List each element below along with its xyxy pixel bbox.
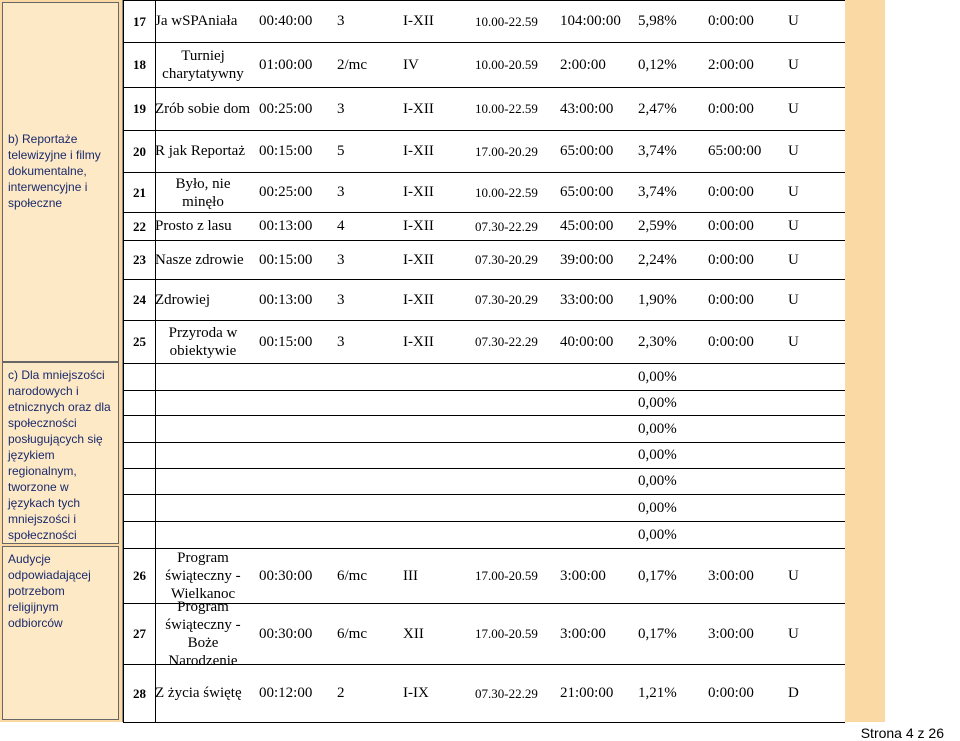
cell-months: I-XII bbox=[403, 100, 434, 117]
cell-dur: 00:15:00 bbox=[259, 143, 313, 159]
cell-hours: 17.00-20.29 bbox=[475, 143, 538, 159]
cell-type: U bbox=[788, 56, 799, 73]
cell-prem: 65:00:00 bbox=[708, 143, 762, 159]
cell-freq: 6/mc bbox=[337, 567, 367, 584]
cell-type: U bbox=[788, 13, 799, 29]
cell-freq: 3 bbox=[337, 100, 345, 117]
cell-title: Prosto z lasu bbox=[155, 218, 232, 234]
cell-pct: 3,74% bbox=[638, 143, 677, 159]
schedule-table bbox=[123, 0, 845, 722]
cell-pct: 1,90% bbox=[638, 291, 677, 308]
cell-total: 43:00:00 bbox=[560, 100, 614, 117]
table-row bbox=[123, 131, 845, 173]
cell-pct: 3,74% bbox=[638, 184, 677, 200]
cell-freq: 3 bbox=[337, 184, 345, 200]
table-row bbox=[123, 88, 845, 131]
cell-months: I-XII bbox=[403, 143, 434, 159]
cell-nr: 28 bbox=[133, 685, 146, 701]
cell-pct: 0,17% bbox=[638, 625, 677, 642]
section-d-label: Audycje odpowiadającej potrzebom religijnym odbiorców bbox=[8, 552, 91, 630]
cell-hours: 07.30-22.29 bbox=[475, 218, 538, 234]
cell-dur: 00:40:00 bbox=[259, 13, 313, 29]
cell-pct: 0,00% bbox=[638, 368, 677, 385]
cell-freq: 6/mc bbox=[337, 625, 367, 642]
cell-title: Przyroda w obiektywie bbox=[168, 325, 238, 359]
cell-dur: 00:12:00 bbox=[259, 685, 313, 701]
table-row bbox=[123, 364, 845, 391]
cell-freq: 2 bbox=[337, 685, 345, 701]
cell-hours: 17.00-20.59 bbox=[475, 626, 538, 641]
cell-freq: 3 bbox=[337, 291, 345, 308]
cell-freq: 3 bbox=[337, 251, 345, 268]
cell-dur: 00:15:00 bbox=[259, 333, 313, 350]
table-row bbox=[123, 241, 845, 280]
cell-prem: 0:00:00 bbox=[708, 291, 754, 308]
cell-nr: 24 bbox=[133, 292, 146, 307]
cell-pct: 0,00% bbox=[638, 447, 677, 463]
cell-hours: 07.30-22.29 bbox=[475, 685, 538, 701]
cell-pct: 2,47% bbox=[638, 100, 677, 117]
cell-total: 65:00:00 bbox=[560, 184, 614, 200]
cell-months: I-XII bbox=[403, 333, 434, 350]
table-row bbox=[123, 391, 845, 416]
cell-freq: 2/mc bbox=[337, 56, 367, 73]
cell-nr: 21 bbox=[133, 184, 146, 200]
cell-title: Program świąteczny - Wielkanoc bbox=[165, 550, 241, 602]
cell-nr: 23 bbox=[133, 252, 146, 267]
table-row bbox=[123, 416, 845, 443]
cell-total: 65:00:00 bbox=[560, 143, 614, 159]
cell-nr: 18 bbox=[133, 57, 146, 72]
cell-pct: 0,00% bbox=[638, 473, 677, 489]
cell-freq: 3 bbox=[337, 13, 345, 29]
cell-prem: 0:00:00 bbox=[708, 13, 754, 29]
cell-hours: 07.30-20.29 bbox=[475, 252, 538, 267]
cell-total: 33:00:00 bbox=[560, 291, 614, 308]
cell-months: I-IX bbox=[403, 685, 429, 701]
cell-nr: 22 bbox=[133, 218, 146, 234]
table-row bbox=[123, 280, 845, 321]
cell-freq: 4 bbox=[337, 218, 345, 234]
cell-pct: 0,12% bbox=[638, 56, 677, 73]
section-b-label: b) Reportaże telewizyjne i filmy dokumentalne, interwencyjne i społeczne bbox=[8, 132, 101, 210]
cell-total: 40:00:00 bbox=[560, 333, 614, 350]
cell-hours: 10.00-20.59 bbox=[475, 57, 538, 72]
cell-pct: 0,00% bbox=[638, 394, 677, 411]
cell-pct: 2,59% bbox=[638, 218, 677, 234]
cell-prem: 0:00:00 bbox=[708, 184, 754, 200]
cell-prem: 0:00:00 bbox=[708, 218, 754, 234]
cell-prem: 0:00:00 bbox=[708, 251, 754, 268]
table-row bbox=[123, 495, 845, 522]
cell-pct: 1,21% bbox=[638, 685, 677, 701]
table-row bbox=[123, 173, 845, 213]
cell-nr: 20 bbox=[133, 143, 146, 159]
cell-prem: 3:00:00 bbox=[708, 625, 754, 642]
cell-months: I-XII bbox=[403, 291, 434, 308]
cell-total: 39:00:00 bbox=[560, 251, 614, 268]
cell-total: 3:00:00 bbox=[560, 567, 606, 584]
cell-nr: 26 bbox=[133, 568, 146, 583]
cell-dur: 00:13:00 bbox=[259, 218, 313, 234]
cell-nr: 19 bbox=[133, 101, 146, 116]
cell-nr: 17 bbox=[133, 13, 146, 29]
cell-title: R jak Reportaż bbox=[155, 143, 245, 159]
cell-type: D bbox=[788, 685, 799, 701]
cell-title: Z życia świętę bbox=[155, 685, 242, 701]
section-c-box bbox=[2, 362, 119, 544]
cell-pct: 2,30% bbox=[638, 333, 677, 350]
cell-total: 45:00:00 bbox=[560, 218, 614, 234]
cell-title: Program świąteczny - Boże Narodzenie bbox=[165, 599, 241, 669]
cell-nr: 25 bbox=[133, 334, 146, 349]
cell-dur: 01:00:00 bbox=[259, 56, 313, 73]
cell-prem: 2:00:00 bbox=[708, 56, 754, 73]
cell-pct: 5,98% bbox=[638, 13, 677, 29]
cell-freq: 5 bbox=[337, 143, 345, 159]
page-number: Strona 4 z 26 bbox=[860, 725, 944, 741]
table-row bbox=[123, 321, 845, 364]
cell-dur: 00:30:00 bbox=[259, 567, 313, 584]
cell-type: U bbox=[788, 567, 799, 584]
section-sidebar bbox=[0, 0, 123, 722]
cell-hours: 10.00-22.59 bbox=[475, 184, 538, 200]
section-d-box bbox=[2, 546, 119, 720]
table-row bbox=[123, 469, 845, 495]
cell-dur: 00:25:00 bbox=[259, 100, 313, 117]
table-row bbox=[123, 522, 845, 549]
cell-dur: 00:30:00 bbox=[259, 625, 313, 642]
cell-total: 21:00:00 bbox=[560, 685, 614, 701]
table-row bbox=[123, 443, 845, 469]
table-row bbox=[123, 1, 845, 43]
cell-type: U bbox=[788, 218, 799, 234]
cell-months: IV bbox=[403, 56, 419, 73]
cell-dur: 00:25:00 bbox=[259, 184, 313, 200]
cell-dur: 00:15:00 bbox=[259, 251, 313, 268]
table-row bbox=[123, 599, 845, 669]
cell-title: Zrób sobie dom bbox=[155, 100, 250, 117]
cell-months: I-XII bbox=[403, 218, 434, 234]
cell-type: U bbox=[788, 251, 799, 268]
cell-months: I-XII bbox=[403, 13, 434, 29]
cell-pct: 0,00% bbox=[638, 499, 677, 516]
section-c-label: c) Dla mniejszości narodowych i etnicznych oraz dla społeczności posługujących się językiem regionalnym, tworzone w językach tych mniejszości i społeczności bbox=[8, 368, 111, 542]
cell-nr: 27 bbox=[133, 626, 146, 641]
table-row bbox=[123, 665, 845, 723]
cell-pct: 0,00% bbox=[638, 420, 677, 437]
cell-prem: 0:00:00 bbox=[708, 685, 754, 701]
cell-title: Ja wSPAniała bbox=[155, 13, 238, 29]
right-margin-strip bbox=[845, 0, 885, 722]
cell-title: Turniej charytatywny bbox=[162, 48, 244, 82]
cell-title: Było, nie minęło bbox=[175, 175, 231, 210]
table-row bbox=[123, 213, 845, 241]
cell-hours: 10.00-22.59 bbox=[475, 101, 538, 116]
cell-hours: 10.00-22.59 bbox=[475, 13, 538, 29]
section-b-box bbox=[2, 2, 119, 362]
cell-months: I-XII bbox=[403, 184, 434, 200]
cell-title: Zdrowiej bbox=[155, 291, 210, 308]
table-row bbox=[123, 549, 845, 604]
cell-type: U bbox=[788, 184, 799, 200]
cell-total: 104:00:00 bbox=[560, 13, 621, 29]
table-row bbox=[123, 43, 845, 88]
cell-hours: 17.00-20.59 bbox=[475, 568, 538, 583]
cell-dur: 00:13:00 bbox=[259, 291, 313, 308]
cell-prem: 0:00:00 bbox=[708, 333, 754, 350]
cell-hours: 07.30-22.29 bbox=[475, 334, 538, 349]
cell-title: Nasze zdrowie bbox=[155, 251, 244, 268]
cell-type: U bbox=[788, 333, 799, 350]
cell-months: XII bbox=[403, 625, 424, 642]
cell-type: U bbox=[788, 100, 799, 117]
far-margin bbox=[885, 0, 960, 722]
cell-pct: 2,24% bbox=[638, 251, 677, 268]
cell-freq: 3 bbox=[337, 333, 345, 350]
cell-prem: 0:00:00 bbox=[708, 100, 754, 117]
cell-type: U bbox=[788, 143, 799, 159]
cell-type: U bbox=[788, 625, 799, 642]
cell-hours: 07.30-20.29 bbox=[475, 292, 538, 307]
cell-pct: 0,00% bbox=[638, 526, 677, 543]
cell-type: U bbox=[788, 291, 799, 308]
cell-total: 3:00:00 bbox=[560, 625, 606, 642]
cell-total: 2:00:00 bbox=[560, 56, 606, 73]
cell-months: III bbox=[403, 567, 418, 584]
cell-months: I-XII bbox=[403, 251, 434, 268]
cell-pct: 0,17% bbox=[638, 567, 677, 584]
cell-prem: 3:00:00 bbox=[708, 567, 754, 584]
